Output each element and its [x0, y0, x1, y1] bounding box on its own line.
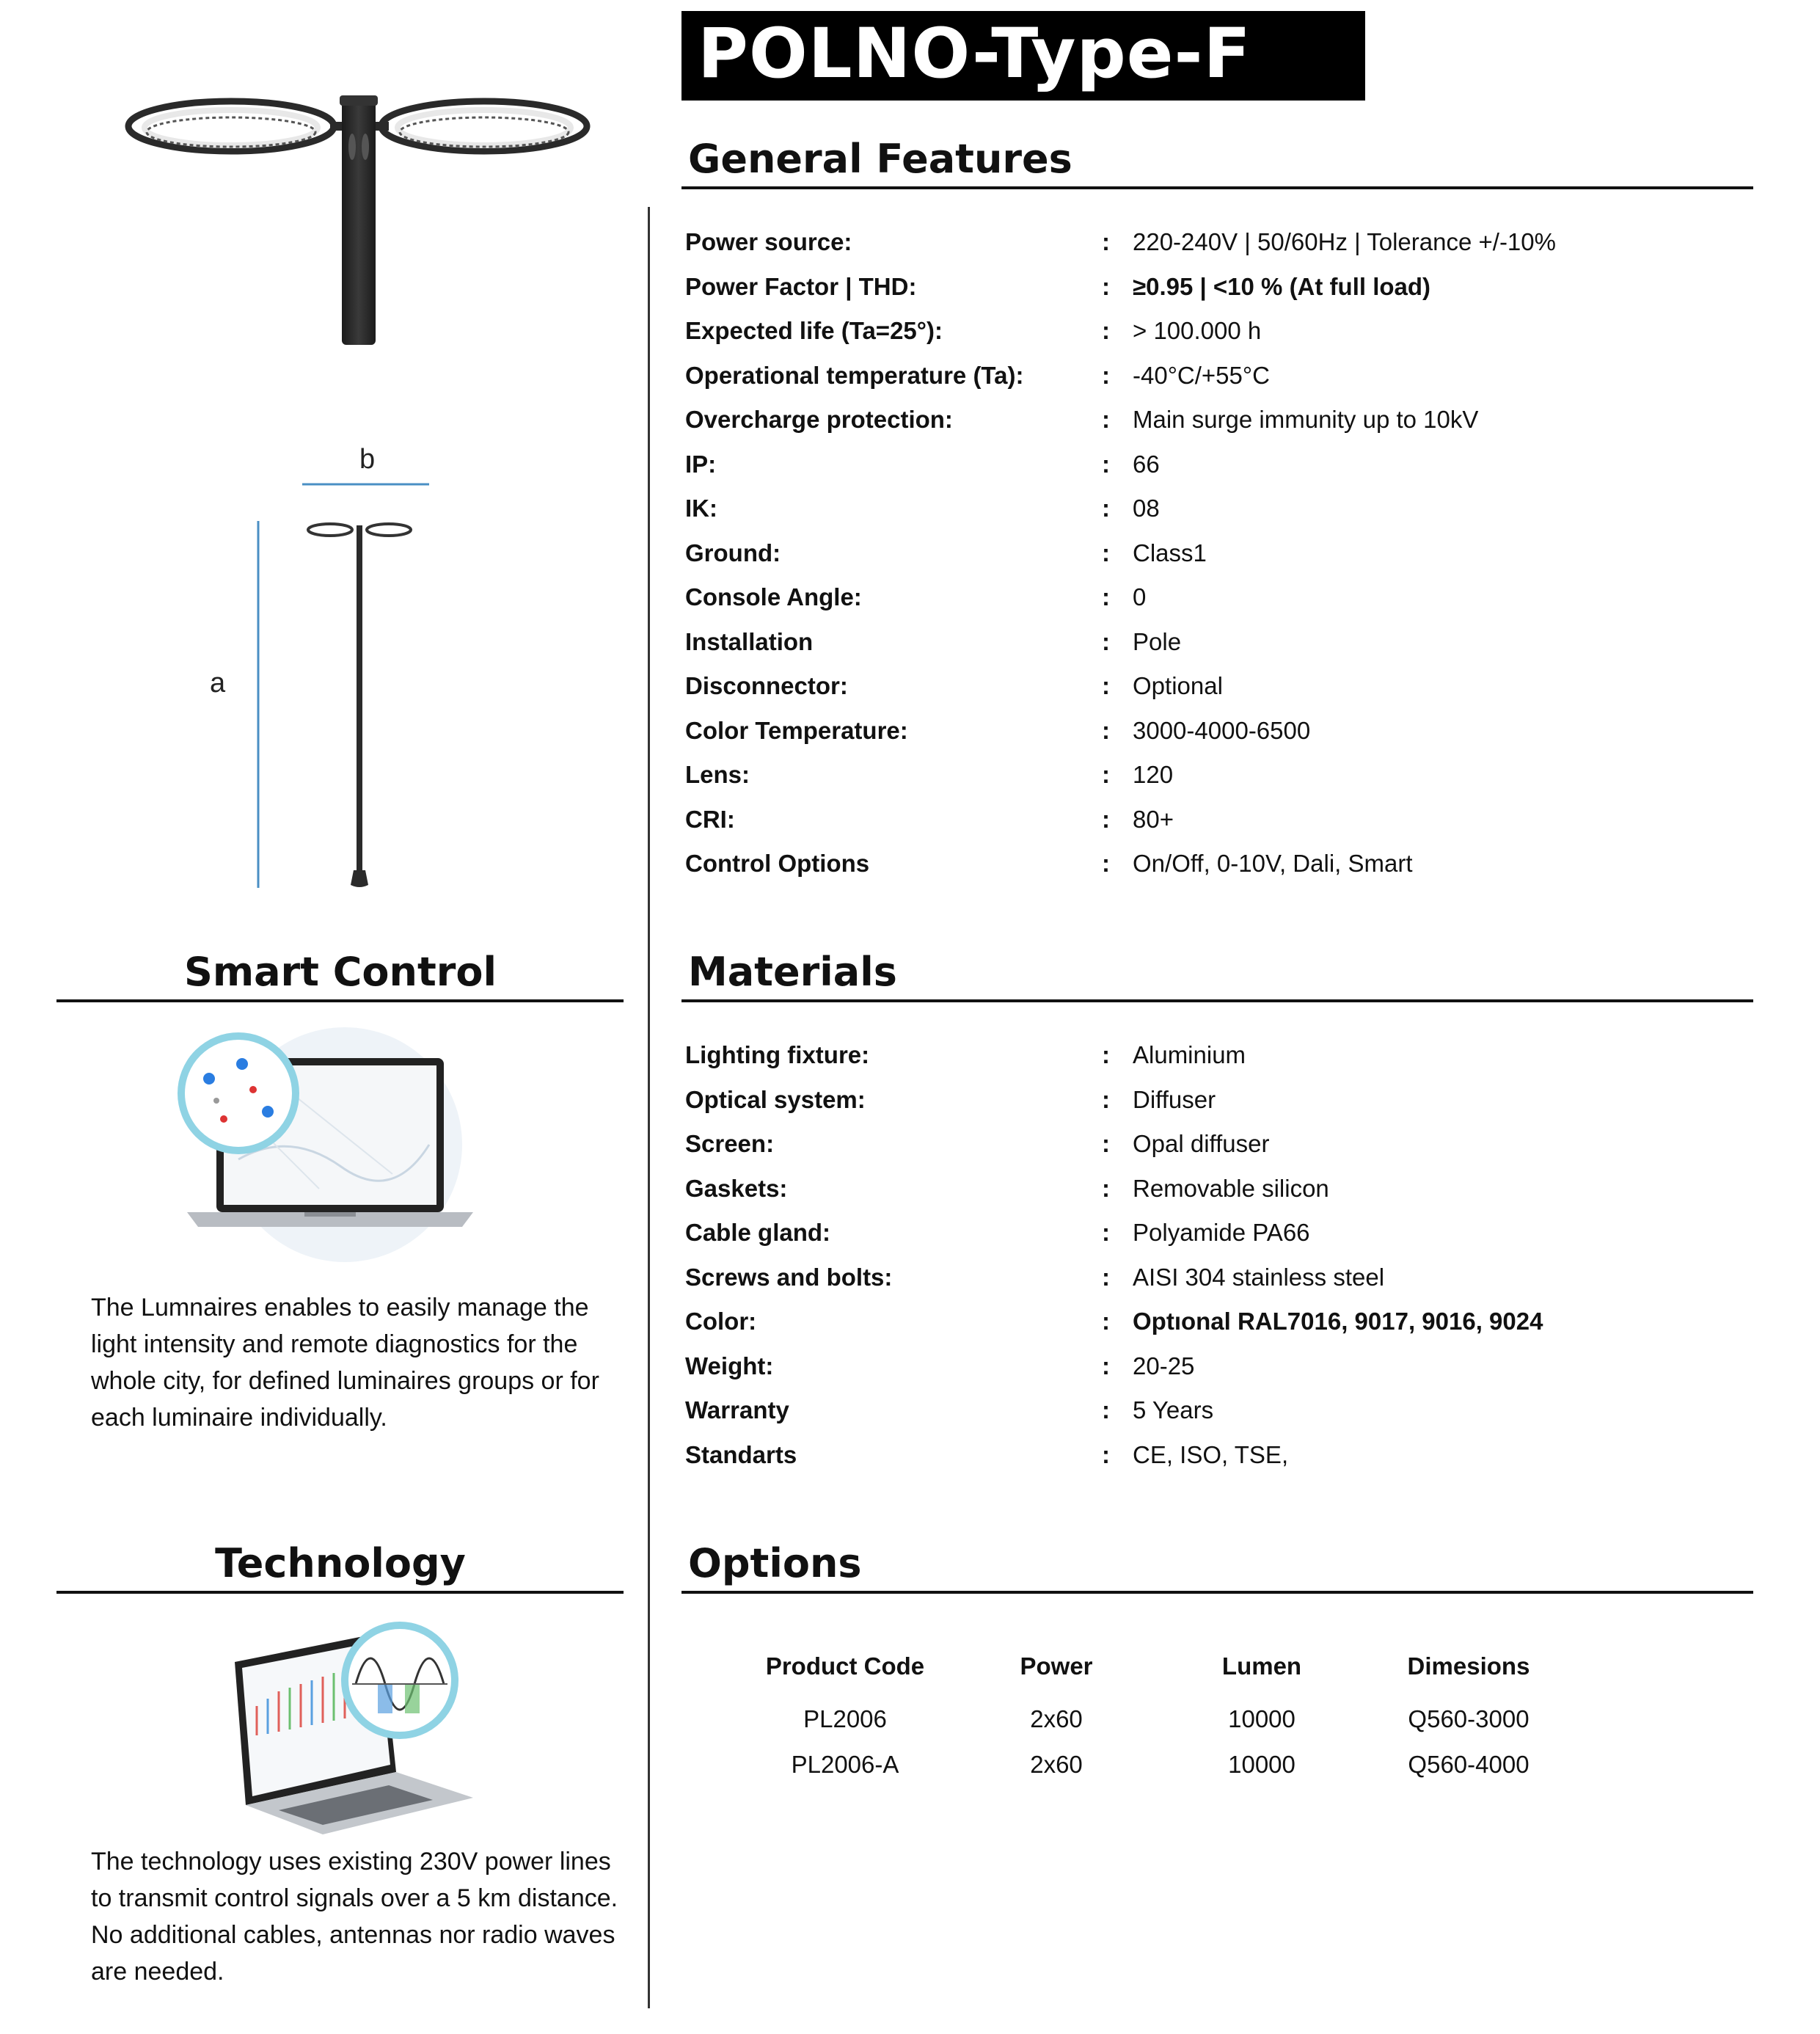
spec-label: IP: [685, 450, 717, 478]
spec-value: -40°C/+55°C [1133, 361, 1270, 389]
materials-row [685, 1388, 1749, 1433]
spec-label: Screen: [685, 1130, 775, 1157]
general_features-row [685, 664, 1749, 709]
spec-label: Color: [685, 1308, 757, 1335]
spec-label: Control Options [685, 850, 870, 877]
spec-value: ≥0.95 | <10 % (At full load) [1133, 272, 1431, 300]
options-cell: Q560-4000 [1408, 1751, 1530, 1778]
options-table [726, 1644, 1607, 1787]
options-rule [681, 1591, 1753, 1594]
materials-heading: Materials [688, 949, 897, 995]
smart-control-heading: Smart Control [183, 949, 497, 995]
spec-label: Lighting fixture: [685, 1041, 870, 1068]
spec-value: 220-240V | 50/60Hz | Tolerance +/-10% [1133, 228, 1556, 255]
column-divider [648, 207, 650, 2008]
materials-rule [681, 999, 1753, 1002]
spec-label: Gaskets: [685, 1174, 788, 1202]
general_features-row [685, 309, 1749, 354]
luminaire-head-image [125, 88, 594, 352]
options-header-row [726, 1644, 1607, 1696]
spec-separator: : [1102, 228, 1110, 255]
spec-label: Power source: [685, 228, 852, 255]
materials-row [685, 1344, 1749, 1389]
spec-separator: : [1102, 1440, 1110, 1468]
materials-row [685, 1433, 1749, 1478]
spec-value: > 100.000 h [1133, 317, 1262, 344]
spec-value: 66 [1133, 450, 1160, 478]
materials-row [685, 1078, 1749, 1123]
spec-value: 80+ [1133, 805, 1174, 833]
options-cell: Q560-3000 [1408, 1705, 1530, 1732]
options-cell: PL2006-A [791, 1751, 899, 1778]
spec-separator: : [1102, 1174, 1110, 1202]
options-column-header: Product Code [765, 1652, 925, 1680]
spec-value: Class1 [1133, 539, 1207, 566]
spec-separator: : [1102, 317, 1110, 344]
dimension-b-label: b [359, 444, 376, 475]
spec-separator: : [1102, 495, 1110, 522]
spec-value: Optıonal RAL7016, 9017, 9016, 9024 [1133, 1308, 1543, 1335]
smart-control-text: The Lumnaires enables to easily manage the light intensity and remote diagnostics for the whole city, for defined luminaires groups or for each luminaire individually. [91, 1294, 599, 1432]
spec-value: Diffuser [1133, 1085, 1216, 1113]
general-features-heading: General Features [688, 136, 1072, 182]
spec-value: Removable silicon [1133, 1174, 1329, 1202]
spec-value: Main surge immunity up to 10kV [1133, 406, 1479, 433]
general-features-list [685, 220, 1749, 886]
general_features-row [685, 531, 1749, 576]
spec-label: Power Factor | THD: [685, 272, 917, 300]
spec-label: Installation [685, 627, 814, 655]
spec-label: Weight: [685, 1352, 774, 1379]
spec-separator: : [1102, 1085, 1110, 1113]
spec-label: Overcharge protection: [685, 406, 953, 433]
materials-row [685, 1167, 1749, 1211]
spec-separator: : [1102, 450, 1110, 478]
general_features-row [685, 620, 1749, 665]
spec-value: 08 [1133, 495, 1160, 522]
spec-separator: : [1102, 583, 1110, 610]
spec-separator: : [1102, 539, 1110, 566]
spec-separator: : [1102, 850, 1110, 877]
general_features-row [685, 398, 1749, 442]
spec-separator: : [1102, 627, 1110, 655]
dimension-a-label: a [210, 668, 226, 699]
options-column-header: Dimesions [1407, 1652, 1530, 1680]
spec-separator: : [1102, 406, 1110, 433]
spec-separator: : [1102, 672, 1110, 699]
technology-laptop-image [213, 1618, 484, 1838]
spec-separator: : [1102, 1263, 1110, 1291]
options-cell: 10000 [1228, 1751, 1295, 1778]
spec-label: Cable gland: [685, 1219, 831, 1246]
materials-list [685, 1033, 1749, 1477]
spec-label: Lens: [685, 761, 750, 788]
general_features-row [685, 709, 1749, 754]
spec-value: CE, ISO, TSE, [1133, 1440, 1289, 1468]
general_features-row [685, 753, 1749, 798]
spec-separator: : [1102, 1219, 1110, 1246]
materials-row [685, 1033, 1749, 1078]
general_features-row [685, 575, 1749, 620]
table-row [726, 1696, 1607, 1742]
general_features-row [685, 486, 1749, 531]
options-cell: PL2006 [803, 1705, 887, 1732]
spec-separator: : [1102, 716, 1110, 744]
spec-value: AISI 304 stainless steel [1133, 1263, 1385, 1291]
spec-label: Color Temperature: [685, 716, 908, 744]
spec-value: 120 [1133, 761, 1174, 788]
technology-text: The technology uses existing 230V power lines to transmit control signals over a 5 km distance. No additional cables, antennas nor radio waves are needed. [91, 1848, 618, 1986]
spec-label: IK: [685, 495, 717, 522]
general_features-row [685, 442, 1749, 487]
options-cell: 2x60 [1030, 1751, 1083, 1778]
spec-value: 5 Years [1133, 1396, 1214, 1424]
general_features-row [685, 798, 1749, 842]
options-heading: Options [688, 1540, 862, 1586]
materials-row [685, 1255, 1749, 1300]
smart-control-rule [56, 999, 624, 1002]
dimension-drawing [249, 477, 455, 895]
general_features-row [685, 220, 1749, 265]
spec-separator: : [1102, 361, 1110, 389]
table-row [726, 1742, 1607, 1787]
smart-control-laptop-image [172, 1027, 480, 1269]
options-column-header: Power [1020, 1652, 1093, 1680]
spec-separator: : [1102, 1130, 1110, 1157]
general_features-row [685, 265, 1749, 310]
product-title: POLNO-Type-F [698, 14, 1251, 94]
spec-label: Standarts [685, 1440, 797, 1468]
general_features-row [685, 842, 1749, 886]
spec-value: Opal diffuser [1133, 1130, 1270, 1157]
options-cell: 2x60 [1030, 1705, 1083, 1732]
spec-label: Operational temperature (Ta): [685, 361, 1024, 389]
spec-label: Screws and bolts: [685, 1263, 893, 1291]
spec-label: Ground: [685, 539, 781, 566]
spec-value: Pole [1133, 627, 1182, 655]
spec-value: On/Off, 0-10V, Dali, Smart [1133, 850, 1413, 877]
spec-value: Aluminium [1133, 1041, 1246, 1068]
spec-separator: : [1102, 1308, 1110, 1335]
materials-row [685, 1300, 1749, 1344]
materials-row [685, 1122, 1749, 1167]
spec-value: Optional [1133, 672, 1223, 699]
spec-value: 20-25 [1133, 1352, 1195, 1379]
spec-label: Disconnector: [685, 672, 848, 699]
spec-separator: : [1102, 1041, 1110, 1068]
materials-row [685, 1211, 1749, 1255]
spec-value: 3000-4000-6500 [1133, 716, 1311, 744]
general_features-row [685, 354, 1749, 398]
spec-separator: : [1102, 805, 1110, 833]
spec-separator: : [1102, 761, 1110, 788]
spec-label: Warranty [685, 1396, 789, 1424]
title-banner [681, 11, 1365, 101]
spec-label: Expected life (Ta=25°): [685, 317, 943, 344]
spec-separator: : [1102, 1352, 1110, 1379]
technology-rule [56, 1591, 624, 1594]
options-cell: 10000 [1228, 1705, 1295, 1732]
general-features-rule [681, 186, 1753, 189]
spec-label: CRI: [685, 805, 735, 833]
spec-value: Polyamide PA66 [1133, 1219, 1310, 1246]
spec-separator: : [1102, 1396, 1110, 1424]
spec-value: 0 [1133, 583, 1147, 610]
options-column-header: Lumen [1221, 1652, 1302, 1680]
technology-heading: Technology [215, 1540, 466, 1586]
spec-label: Optical system: [685, 1085, 866, 1113]
spec-separator: : [1102, 272, 1110, 300]
spec-label: Console Angle: [685, 583, 862, 610]
